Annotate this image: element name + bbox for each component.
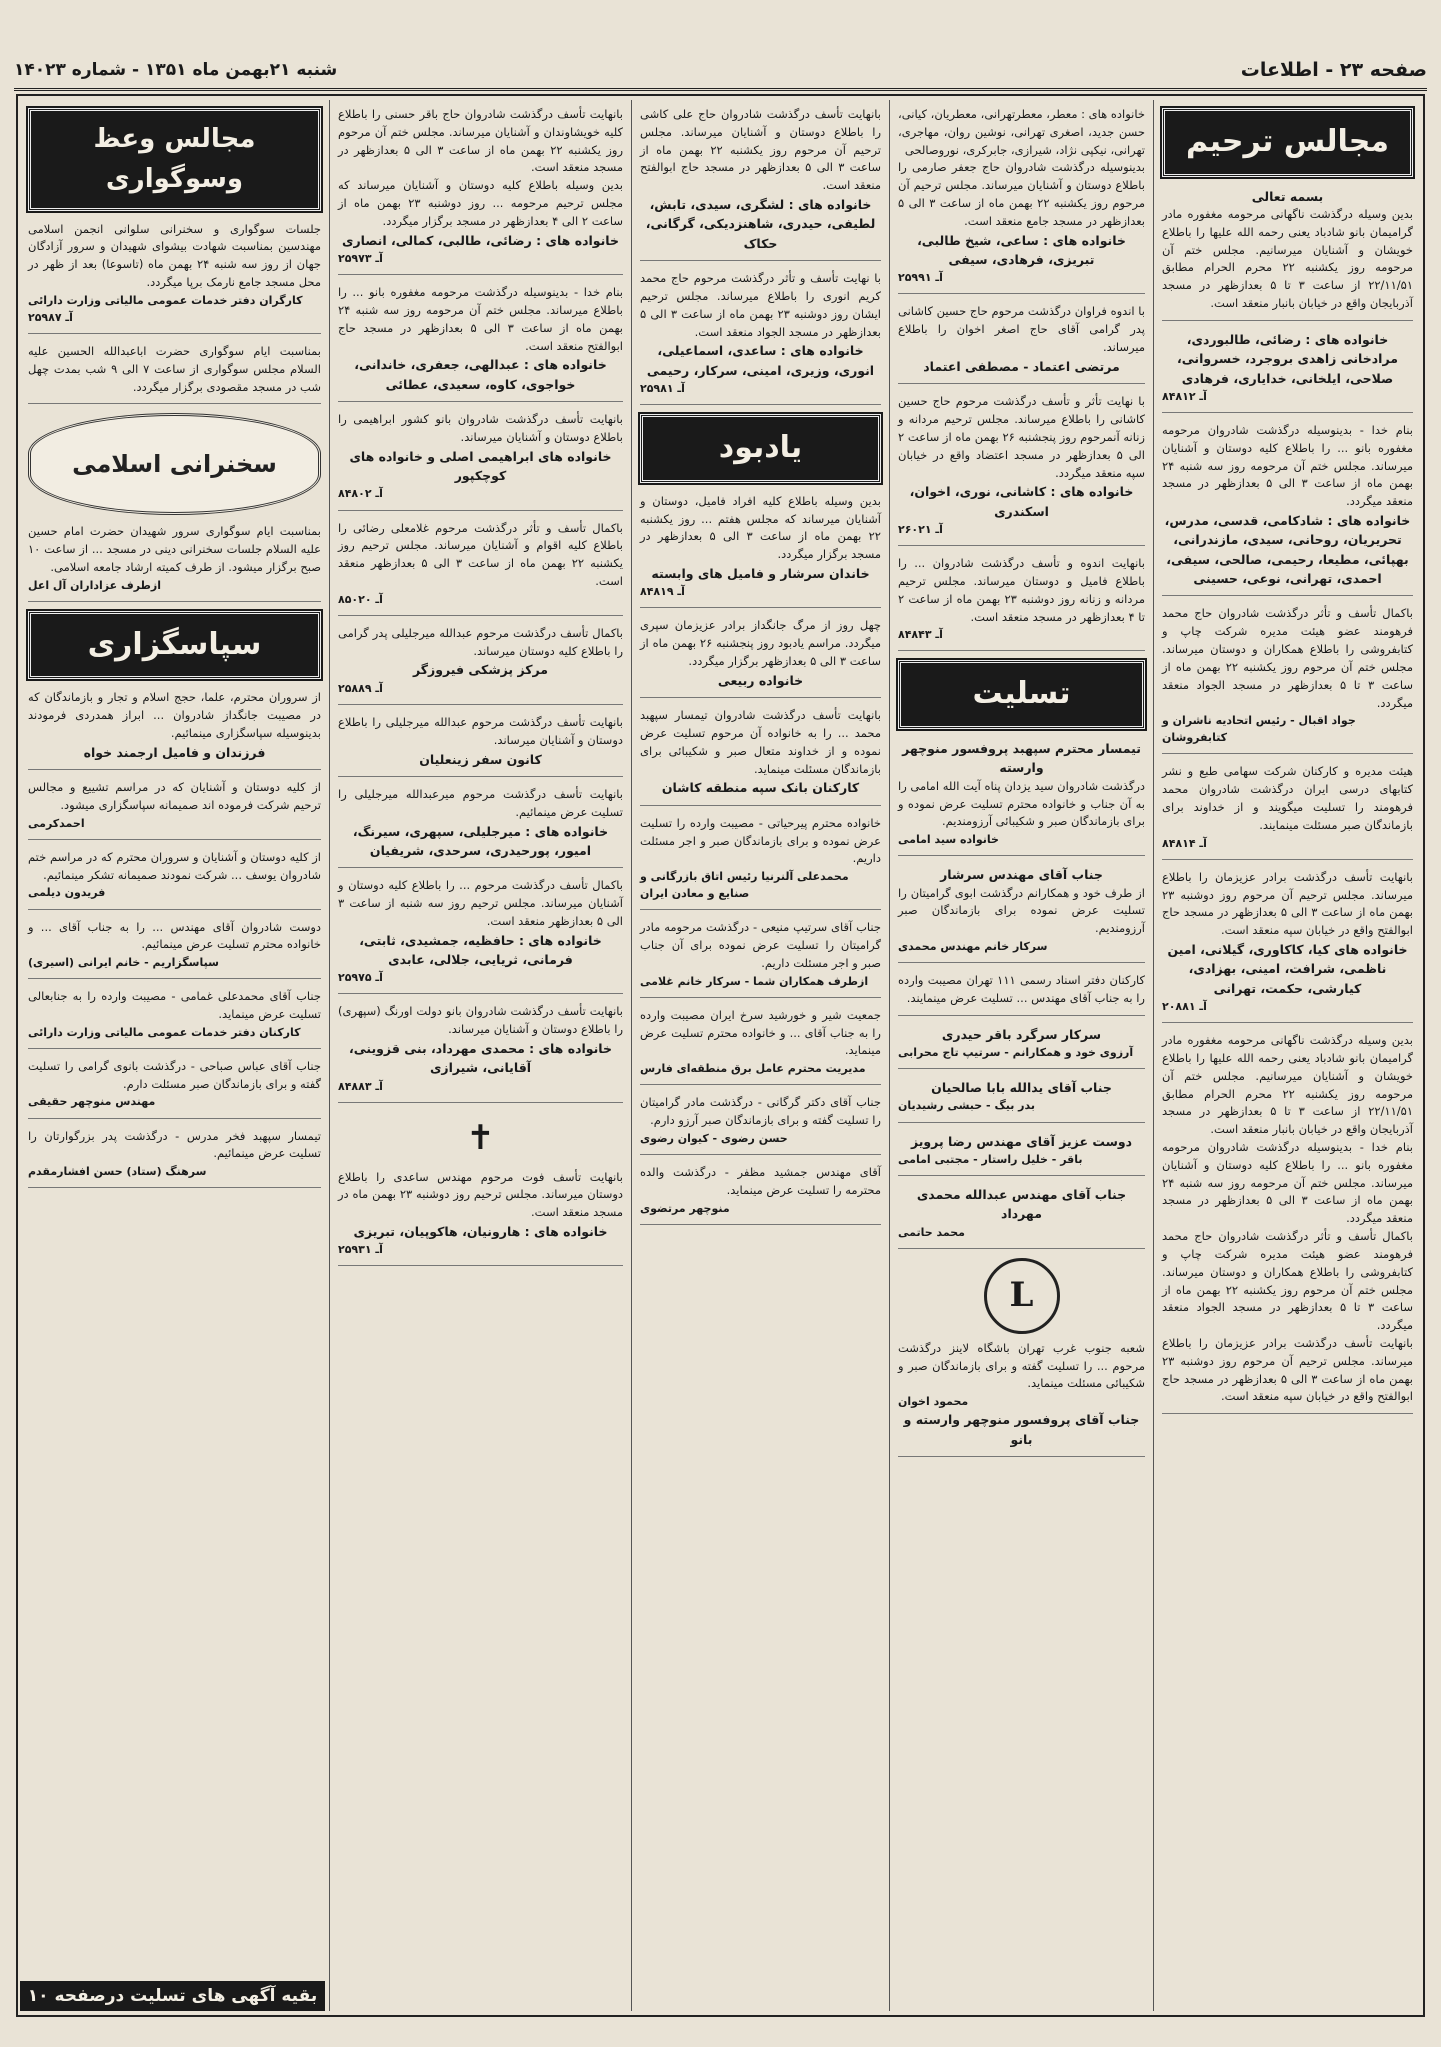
notice-body: هیئت مدیره و کارکنان شرکت سهامی طبع و نشر کتابهای درسی ایران درگذشت شادروان محمد فرهومند را تسلیت میگویند و از خداوند برای بازماندگان صبر مسئلت مینمایند. — [1162, 764, 1413, 832]
condolence-signature: مدیریت محترم عامل برق منطقه‌ای فارس — [640, 1062, 866, 1076]
condolence-signature: سپاسگزاریم - خانم ایرانی (اسیری) — [28, 956, 219, 970]
notice — [1162, 422, 1413, 597]
notice-signature: مرتضی اعتماد - مصطفی اعتماد — [923, 358, 1120, 374]
notice — [898, 303, 1145, 384]
condolence-body: جناب آقای محمدعلی غمامی - مصیبت وارده را به جنابعالی تسلیت عرض مینماید. — [28, 989, 321, 1021]
notice — [1162, 763, 1413, 859]
condolence-body: شعبه جنوب غرب تهران باشگاه لاینز درگذشت مرحوم ... را تسلیت گفته و برای بازماندگان صبر و شکیبائی مسئلت مینماید. — [898, 1340, 1145, 1391]
notice-family: خانواده های : میرجلیلی، سپهری، سیرنگ، امیور، پورحیدری، سرحدی، شریفیان — [352, 823, 609, 858]
notice-body: بنام خدا - بدینوسیله درگذشت شادروان مرحومه مغفوره بانو ... را باطلاع کلیه دوستان و آشنایان میرساند. مجلس ختم آن مرحومه روز سه شنبه ۲۴ بهمن ماه از ساعت ۳ الی ۵ بعدازظهر در مسجد منعقد میگردد. — [1162, 422, 1413, 509]
notice-family: خانواده های : رضائی، طالبوردی، مرادخانی زاهدی بروجرد، خسروانی، صلاحی، ایلخانی، خدایاری، فرهادی — [1177, 331, 1398, 386]
section-banner-tarhim: مجالس ترحیم — [1162, 108, 1413, 177]
notice-body: از سروران محترم، علما، حجج اسلام و تجار و بازماندگان که در مصیبت جانگداز شادروان ... ابراز همدردی فرمودند بدینوسیله سپاسگزاری مینمائیم. — [28, 690, 321, 740]
notice — [898, 106, 1145, 294]
notice-family: خانواده های : شادکامی، قدسی، مدرس، تحریریان، روحانی، سیدی، مازندرانی، بهپائی، مطیعا، رحیمی، صالحی، سیفی، احمدی، تهرانی، نوعی، حسینی — [1164, 512, 1411, 587]
notice-body: باکمال تأسف و تأثر درگذشت شادروان حاج محمد فرهومند عضو هیئت مدیره شرکت چاپ و کتابفروشی را باطلاع همکاران و دوستان میرساند. مجلس ختم آن مرحوم روز یکشنبه ۲۲ بهمن ماه از ساعت ۳ تا ۵ بعدازظهر در مسجد الجواد منعقد میگردد. — [1162, 1229, 1414, 1333]
condolence — [898, 1185, 1145, 1249]
condolence-signature: محمدعلی آلنرنیا رئیس اتاق بازرگانی و صنایع و معادن ایران — [640, 870, 849, 901]
condolence-body: جمعیت شیر و خورشید سرخ ایران مصیبت وارده را به جناب آقای ... و خانواده محترم تسلیت عرض مینماید. — [640, 1007, 881, 1058]
notice-family: خانواده های : لشگری، سیدی، تابش، لطیفی، حیدری، شاهنزدیکی، گرگانی، حکاک — [645, 197, 876, 251]
notice-body: بدین وسیله درگذشت ناگهانی مرحومه مغفوره مادر گرامیمان بانو شادباد یعنی رحمه الله علیها را باطلاع خویشان و آشنایان میرسانیم. مجلس ختم آن مرحومه روز یکشنبه ۲۲ محرم الحرام مطابق ۲۲/۱۱/۵۱ از ساعت ۳ تا ۵ بعدازظهر در مسجد آذربایجان واقع در خیابان بانبار منعقد است. — [1162, 1033, 1413, 1137]
notice — [1162, 187, 1413, 321]
notice — [338, 106, 623, 275]
notice-family: خاندان سرشار و فامیل های وابسته — [651, 565, 870, 581]
notice-body: بانهایت تأسف درگذشت شادروان بانو دولت اورنگ (سپهری) را باطلاع دوستان و آشنایان میرساند. — [338, 1004, 623, 1037]
condolence-addressee: جناب آقای مهندس عبدالله محمدی مهرداد — [916, 1186, 1127, 1222]
notice-body: بانهایت تأسف درگذشت شادروان بانو کشور ابراهیمی را باطلاع دوستان و آشنایان میرساند. — [338, 412, 623, 444]
notice — [28, 779, 321, 840]
notice-title: بسمه تعالی — [1251, 188, 1324, 204]
condolence-addressee: جناب آقای مهندس سرشار — [940, 867, 1103, 883]
condolence-body: جناب آقای عباس صباحی - درگذشت بانوی گرامی را تسلیت گفته و برای بازماندگان صبر مسئلت دارم. — [28, 1058, 321, 1091]
notice — [338, 1169, 623, 1267]
column-1 — [1153, 100, 1421, 2011]
notice-body: چهل روز از مرگ جانگداز برادر عزیزمان سپری میگردد. مراسم یادبود روز پنجشنبه ۲۶ بهمن ماه از ساعت ۳ الی ۵ بعدازظهر برگزار میگردد. — [640, 618, 881, 669]
notice-body: بدینوسیله درگذشت شادروان حاج جعفر صارمی را باطلاع دوستان و آشنایان میرساند. مجلس ترحیم آن مرحوم روز یکشنبه ۲۲ بهمن ماه از ساعت ۳ الی ۵ بعدازظهر در مسجد جامع منعقد است. — [898, 160, 1145, 228]
notice-body: بانهایت اندوه و تأسف درگذشت شادروان ... را باطلاع فامیل و دوستان میرساند. مجلس ترحیم مردانه و زنانه روز دوشنبه ۲۳ بهمن ماه از ساعت ۲ تا ۴ بعدازظهر در مسجد منعقد است. — [898, 556, 1145, 624]
notice — [338, 284, 623, 402]
notice-body: با نهایت تأثر و تأسف درگذشت مرحوم حاج حسین کاشانی را باطلاع میرساند. مجلس ترحیم مردانه و زنانه آنمرحوم روز پنجشنبه ۲۶ بهمن ماه از ساعت ۲ الی ۵ بعدازظهر در مسجد اعتضاد واقع در خیابان سپه منعقد میگردد. — [898, 394, 1145, 480]
condolence-addressee: جناب آقای پروفسور منوچهر وارسته و بانو — [903, 1412, 1140, 1447]
notice-code: آـ ۸۵۰۲۰ — [338, 592, 383, 606]
notice-body: بدین وسیله باطلاع کلیه افراد فامیل، دوستان و آشنایان میرساند که مجلس هفتم ... روز یکشنبه ۲۲ بهمن ماه از ساعت ۳ الی ۵ بعدازظهر در مسجد برگزار میگردد. — [640, 493, 881, 562]
notice-signature: کارگران دفتر خدمات عمومی مالیاتی وزارت دارائی — [28, 293, 303, 307]
notice-body: بمناسبت ایام سوگواری حضرت اباعبدالله الحسین علیه السلام مجلس سوگواری از ساعت ۷ الی ۹ شب بمدت چهل شب در مسجد مقصودی برگزار میگردد. — [28, 343, 321, 394]
condolence-signature: محمد حاتمی — [898, 1225, 965, 1239]
emblem-label: سخنرانی اسلامی — [72, 449, 277, 478]
notice-body: بانهایت تأسف درگذشت شادروان حاج باقر حسنی را باطلاع کلیه خویشاوندان و آشنایان میرساند. مجلس ختم آن مرحوم روز یکشنبه ۲۲ بهمن ماه از ساعت ۳ الی ۵ بعدازظهر در مسجد منعقد است. — [338, 107, 623, 175]
condolence — [898, 1132, 1145, 1176]
issue-date: شنبه ۲۱بهمن ماه ۱۳۵۱ - شماره ۱۴۰۲۳ — [14, 60, 338, 80]
notice-body: بدین وسیله باطلاع کلیه دوستان و آشنایان میرساند که مجلس ترحیم مرحومه ... روز دوشنبه ۲۳ بهمن ماه از ساعت ۲ الی ۴ بعدازظهر در مسجد برگزار میگردد. — [338, 178, 624, 228]
condolence — [640, 815, 881, 911]
continued-notice-banner: بقیه آگهی های تسلیت درصفحه ۱۰ — [20, 1981, 325, 2011]
condolence-signature: منوچهر مرتضوی — [640, 1201, 730, 1215]
condolence — [28, 988, 321, 1049]
condolence-body: تیمسار سپهبد فخر مدرس - درگذشت پدر بزرگوارتان را تسلیت عرض مینمائیم. — [28, 1128, 321, 1161]
notice — [640, 106, 881, 261]
notice — [1162, 605, 1413, 754]
notice-body: بنام خدا - بدینوسیله درگذشت مرحومه مغفوره بانو ... را باطلاع میرساند. مجلس ختم آن مرحومه روز سه شنبه ۲۴ بهمن ماه از ساعت ۳ الی ۵ بعدازظهر در مسجد حاج ابوالفتح منعقد است. — [338, 285, 623, 353]
notice — [640, 707, 881, 806]
notice-code: آـ ۲۵۹۳۱ — [338, 1243, 383, 1257]
condolence-body: کارکنان دفتر اسناد رسمی ۱۱۱ تهران مصیبت وارده را به جناب آقای مهندس ... تسلیت عرض مینمایند. — [898, 973, 1145, 1005]
notice-code: آـ ۲۰۸۸۱ — [1162, 1000, 1207, 1014]
notice-body: باکمال تأسف و تأثر درگذشت شادروان حاج محمد فرهومند عضو هیئت مدیره شرکت چاپ و کتابفروشی را باطلاع همکاران و دوستان میرساند. مجلس ختم آن مرحوم روز یکشنبه ۲۲ بهمن ماه از ساعت ۳ تا ۵ بعدازظهر در مسجد الجواد منعقد میگردد. — [1162, 606, 1414, 710]
notice — [338, 625, 623, 705]
notice-code: آـ ۸۴۸۴۳ — [898, 628, 943, 642]
condolence-body: درگذشت شادروان سید یزدان پناه آیت الله امامی را به آن جناب و خانواده محترم تسلیت عرض نموده و برای بازماندگان صبر و شکیبائی آرزومندیم. — [898, 778, 1145, 829]
notice-family: خانواده های کیا، کاکاوری، گیلانی، امین ناظمی، شرافت، امینی، بهزادی، کیارشی، حکمت، تهرانی — [1167, 942, 1408, 996]
notice — [1162, 330, 1413, 413]
column-2 — [889, 100, 1153, 2011]
notice-body: جلسات سوگواری و سخنرانی سلوانی انجمن اسلامی مهندسین بمناسبت شهادت بیشوای شهیدان و سرور آزادگان جهان از روز سه شنبه ۲۴ بهمن ماه (تاسوعا) بعد از ظهر در محل مسجد جامع نارمک برپا میگردد. — [28, 221, 321, 290]
notice — [28, 523, 321, 601]
notice-signature: ازطرف عزاداران آل اعل — [28, 578, 162, 592]
notice-body: با اندوه فراوان درگذشت مرحوم حاج حسین کاشانی پدر گرامی آقای حاج اصغر اخوان را باطلاع میرساند. — [898, 304, 1145, 355]
masthead — [14, 52, 1427, 91]
islamic-lecture-emblem-icon — [28, 413, 321, 515]
notice — [338, 411, 623, 510]
section-banner-sepas: سپاسگزاری — [28, 611, 321, 680]
notice-code: آـ ۸۴۸۱۴ — [1162, 836, 1207, 850]
notice-code: آـ ۸۴۸۱۲ — [1162, 389, 1207, 403]
notice-family: خانواده های : رضائی، طالبی، کمالی، انصاری — [341, 232, 620, 248]
notice-body: بانهایت تأسف درگذشت شادروان حاج علی کاشی را باطلاع دوستان و آشنایان میرساند. مجلس ترحیم آن مرحوم روز یکشنبه ۲۲ بهمن ماه از ساعت ۳ الی ۵ بعدازظهر در مسجد حاج ابوالفتح منعقد است. — [640, 107, 881, 193]
condolence-addressee: سرکار سرگرد باقر حیدری — [941, 1026, 1102, 1042]
notice-signature: جواد اقبال - رئیس اتحادیه ناشران و کتابفروشان — [1162, 714, 1356, 745]
condolence-signature: خانواده سید امامی — [898, 833, 999, 847]
condolence — [898, 972, 1145, 1016]
notice-code: آـ ۲۶۰۲۱ — [898, 523, 943, 537]
notice-body: بمناسبت ایام سوگواری سرور شهیدان حضرت امام حسین علیه السلام جلسات سخنرانی دینی در مسجد ... از ساعت ۱۰ صبح برگزار میشود. از طرف کمیته ارشاد جامعه اسلامی. — [28, 524, 321, 574]
notice — [28, 689, 321, 770]
notice — [338, 786, 623, 868]
notice — [898, 555, 1145, 651]
section-banner-yadbud: یادبود — [640, 414, 881, 483]
notice-family: خانواده های : محمدی مهرداد، بنی قزوینی، آقایانی، شیرازی — [348, 1041, 613, 1076]
condolence-signature: حسن رضوی - کیوان رضوی — [640, 1131, 788, 1145]
condolence-signature: بدر بیگ - حبشی رشیدیان — [898, 1099, 1035, 1113]
notice-code: آـ ۲۵۸۸۹ — [338, 681, 383, 695]
notice-body: بانهایت تأسف درگذشت مرحوم میرعبدالله میرجلیلی را تسلیت عرض مینمائیم. — [338, 786, 623, 819]
notice-code: آـ ۸۴۸۰۲ — [338, 487, 383, 501]
condolence-addressee: جناب آقای یدالله بابا صالحیان — [931, 1080, 1112, 1096]
column-5 — [20, 100, 329, 2011]
notice-family: خانواده های : هارونیان، هاکوپیان، تبریزی — [353, 1224, 608, 1240]
section-banner-vaz: مجالس وعظ وسوگواری — [28, 108, 321, 211]
condolence — [640, 919, 881, 997]
cross-icon: ✝ — [466, 1117, 495, 1158]
notice — [338, 1003, 623, 1102]
notice — [1162, 1032, 1413, 1414]
notice — [28, 221, 321, 334]
notice-family: خانواده های : ساعدی، اسماعیلی، انوری، وزیری، امینی، سرکار، رحیمی — [646, 343, 875, 378]
notice — [338, 877, 623, 994]
notice-family: خانواده ربیعی — [717, 672, 804, 688]
notice — [28, 849, 321, 910]
notice-signature: احمدکرمی — [28, 816, 85, 830]
notice-signature: کانون سفر زینعلیان — [419, 751, 542, 767]
notice-code: آـ ۲۵۹۸۷ — [28, 310, 73, 324]
notice-family: خانواده های : کاشانی، نوری، اخوان، اسکندری — [909, 484, 1134, 519]
condolence-addressee: دوست عزیز آقای مهندس رضا پرویز — [910, 1133, 1133, 1149]
condolence — [898, 1025, 1145, 1069]
condolence-body: خانواده محترم پیرحیاتی - مصیبت وارده را تسلیت عرض نموده و برای بازماندگان صبر و اجر مسئلت داریم. — [640, 815, 881, 866]
condolence — [640, 1094, 881, 1155]
condolence — [898, 865, 1145, 963]
notice-family: خانواده های : ساعی، شیخ طالبی، تبریزی، فرهادی، سیفی — [917, 232, 1126, 268]
notice-signature: فرزندان و فامیل ارجمند خواه — [83, 744, 266, 760]
condolence — [898, 1078, 1145, 1122]
condolence-body: از طرف خود و همکارانم درگذشت ابوی گرامیتان را تسلیت عرض نموده برای بازماندگان صبر آرزومندیم. — [898, 885, 1145, 936]
notice-code: آـ ۲۵۹۷۵ — [338, 971, 383, 985]
lions-club-logo-icon: L — [984, 1258, 1060, 1334]
notice-body: باکمال تأسف درگذشت مرحوم عبدالله میرجلیلی پدر گرامی را باطلاع کلیه دوستان میرساند. — [338, 625, 623, 658]
notice-body: باکمال تأسف درگذشت مرحوم ... را باطلاع کلیه دوستان و آشنایان میرساند. مجلس ترحیم روز سه شنبه از ساعت ۳ الی ۵ بعدازظهر منعقد است. — [338, 878, 623, 928]
notice — [898, 393, 1145, 546]
notice — [640, 493, 881, 609]
notice-code: آـ ۲۵۹۷۳ — [338, 252, 383, 266]
notice — [640, 617, 881, 698]
notice-body: از کلیه دوستان و آشنایان که در مراسم تشییع و مجالس ترحیم شرکت فرموده اند صمیمانه سپاسگزاری میشود. — [28, 780, 321, 812]
notice-family: خانواده های : معطر، معطرتهرانی، معطریان، کیانی، حسن جدید، اصغری تهرانی، نوشین روان، مهاجری، تهرانی، نیکپی نژاد، شیرازی، جابرکری، نوروصالحی — [898, 107, 1145, 157]
condolence — [898, 739, 1145, 856]
notice — [338, 714, 623, 777]
notice-body: بانهایت تأسف فوت مرحوم مهندس ساعدی را باطلاع دوستان میرساند. مجلس ترحیم روز دوشنبه ۲۳ بهمن ماه در مسجد منعقد است. — [338, 1169, 623, 1220]
condolence-signature: مهندس منوچهر حقیقی — [28, 1095, 156, 1109]
notice-signature: فریدون دیلمی — [28, 886, 106, 900]
notice-body: بانهایت تأسف درگذشت برادر عزیزمان را باطلاع میرساند. مجلس ترحیم آن مرحوم روز دوشنبه ۲۳ بهمن ماه از ساعت ۳ الی ۵ بعدازظهر در مسجد حاج ابوالفتح واقع در خیابان سپه منعقد است. — [1162, 1335, 1413, 1404]
notice-body: از کلیه دوستان و آشنایان و سروران محترم که در مراسم ختم شادروان یوسف ... شرکت نمودند صمیمانه تشکر مینمائیم. — [28, 849, 321, 882]
notice-signature: مرکز پزشکی فیروزگر — [412, 662, 549, 678]
condolence-signature: باقر - خلیل راستار - مجتبی امامی — [898, 1152, 1083, 1166]
condolence-signature: آرزوی خود و همکارانم - سرتیپ تاج محرابی — [898, 1046, 1134, 1060]
condolence-body: جناب آقای سرتیپ منیعی - درگذشت مرحومه مادر گرامیتان را تسلیت عرض نموده برای آن جناب صبر و اجر مسئلت داریم. — [640, 920, 881, 970]
notice-family: خانواده های ابراهیمی اصلی و خانواده های کوچکپور — [349, 448, 612, 484]
condolence-signature: سرهنگ (ستاد) حسن افشارمقدم — [28, 1165, 207, 1179]
notice-body: بانهایت تأسف درگذشت برادر عزیزمان را باطلاع میرساند. مجلس ترحیم آن مرحوم روز دوشنبه ۲۳ بهمن ماه از ساعت ۳ الی ۵ بعدازظهر در مسجد حاج ابوالفتح واقع در خیابان سپه منعقد است. — [1162, 869, 1413, 938]
notice-family: خانواده های : حافظیه، جمشیدی، ثابتی، فرمانی، ثریایی، جلالی، عابدی — [359, 932, 602, 968]
condolence — [640, 1007, 881, 1085]
notice-code: آـ ۸۴۸۱۹ — [640, 585, 685, 599]
notice-code: آـ ۸۴۸۸۳ — [338, 1079, 383, 1093]
notice-code: آـ ۲۵۹۸۱ — [640, 382, 685, 396]
notice-code: آـ ۲۵۹۹۱ — [898, 271, 943, 285]
notice — [640, 270, 881, 405]
notice — [28, 343, 321, 404]
condolence — [640, 1164, 881, 1225]
notice-body: با نهایت تأسف و تأثر درگذشت مرحوم حاج محمد کریم انوری را باطلاع میرساند. مجلس ترحیم ایشان روز دوشنبه ۲۳ بهمن ماه از ساعت ۳ الی ۵ بعدازظهر در مسجد الجواد منعقد است. — [640, 271, 881, 339]
condolence — [28, 1058, 321, 1119]
section-banner-tasliyat: تسلیت — [898, 660, 1145, 729]
notice-body: بانهایت تأسف درگذشت شادروان تیمسار سپهبد محمد ... را به خانواده آن مرحوم تسلیت عرض نموده و از خداوند متعال صبر و شکیبائی برای بازماندگان مسئلت مینماید. — [640, 708, 881, 776]
condolence-signature: سرکار خانم مهندس محمدی — [898, 940, 1048, 953]
notice — [1162, 869, 1413, 1023]
notice-signature: کارکنان بانک سپه منطقه کاشان — [661, 780, 860, 796]
condolence-signature: ازطرف همکاران شما - سرکار خانم غلامی — [640, 974, 869, 988]
condolence-body: دوست شادروان آقای مهندس ... را به جناب آقای ... و خانواده محترم تسلیت عرض مینمائیم. — [28, 919, 321, 952]
notice — [338, 520, 623, 616]
page-label: صفحه ۲۳ - اطلاعات — [1240, 59, 1427, 81]
notice-body: بانهایت تأسف درگذشت مرحوم عبدالله میرجلیلی را باطلاع دوستان و آشنایان میرساند. — [338, 714, 623, 747]
condolence-addressee: تیمسار محترم سپهبد پروفسور منوچهر وارسته — [902, 740, 1141, 776]
condolence — [28, 1128, 321, 1189]
column-3 — [631, 100, 889, 2011]
condolence-signature: کارکنان دفتر خدمات عمومی مالیاتی وزارت دارائی — [28, 1025, 301, 1039]
column-4 — [329, 100, 631, 2011]
condolence — [28, 919, 321, 980]
condolence-signature: محمود اخوان — [898, 1395, 969, 1409]
condolence — [898, 1340, 1145, 1457]
notice-body: باکمال تأسف و تأثر درگذشت مرحوم غلامعلی رضائی را باطلاع کلیه اقوام و آشنایان میرساند. مجلس ترحیم روز یکشنبه ۲۲ بهمن ماه از ساعت ۳ الی ۵ بعدازظهر منعقد است. — [338, 520, 623, 588]
condolence-body: جناب آقای دکتر گرگانی - درگذشت مادر گرامیتان را تسلیت گفته و برای بازماندگان صبر آرزو دارم. — [640, 1095, 881, 1128]
notice-body: بنام خدا - بدینوسیله درگذشت شادروان مرحومه مغفوره بانو ... را باطلاع کلیه دوستان و آشنایان میرساند. مجلس ختم آن مرحومه روز سه شنبه ۲۴ بهمن ماه از ساعت ۳ الی ۵ بعدازظهر در مسجد منعقد میگردد. — [1162, 1140, 1413, 1226]
notice-family: خانواده های : عبدالهی، جعفری، خاندانی، خواجوی، کاوه، سعیدی، عطائی — [354, 357, 607, 392]
condolence-body: آقای مهندس جمشید مظفر - درگذشت والده محترمه را تسلیت عرض مینماید. — [640, 1165, 881, 1197]
notice-body: بدین وسیله درگذشت ناگهانی مرحومه مغفوره مادر گرامیمان بانو شادباد یعنی رحمه الله علیها را باطلاع خویشان و آشنایان میرسانیم. مجلس ختم آن مرحومه روز یکشنبه ۲۲ محرم الحرام مطابق ۲۲/۱۱/۵۱ از ساعت ۳ تا ۵ بعدازظهر در مسجد آذربایجان واقع در خیابان بانبار منعقد است. — [1162, 206, 1413, 310]
